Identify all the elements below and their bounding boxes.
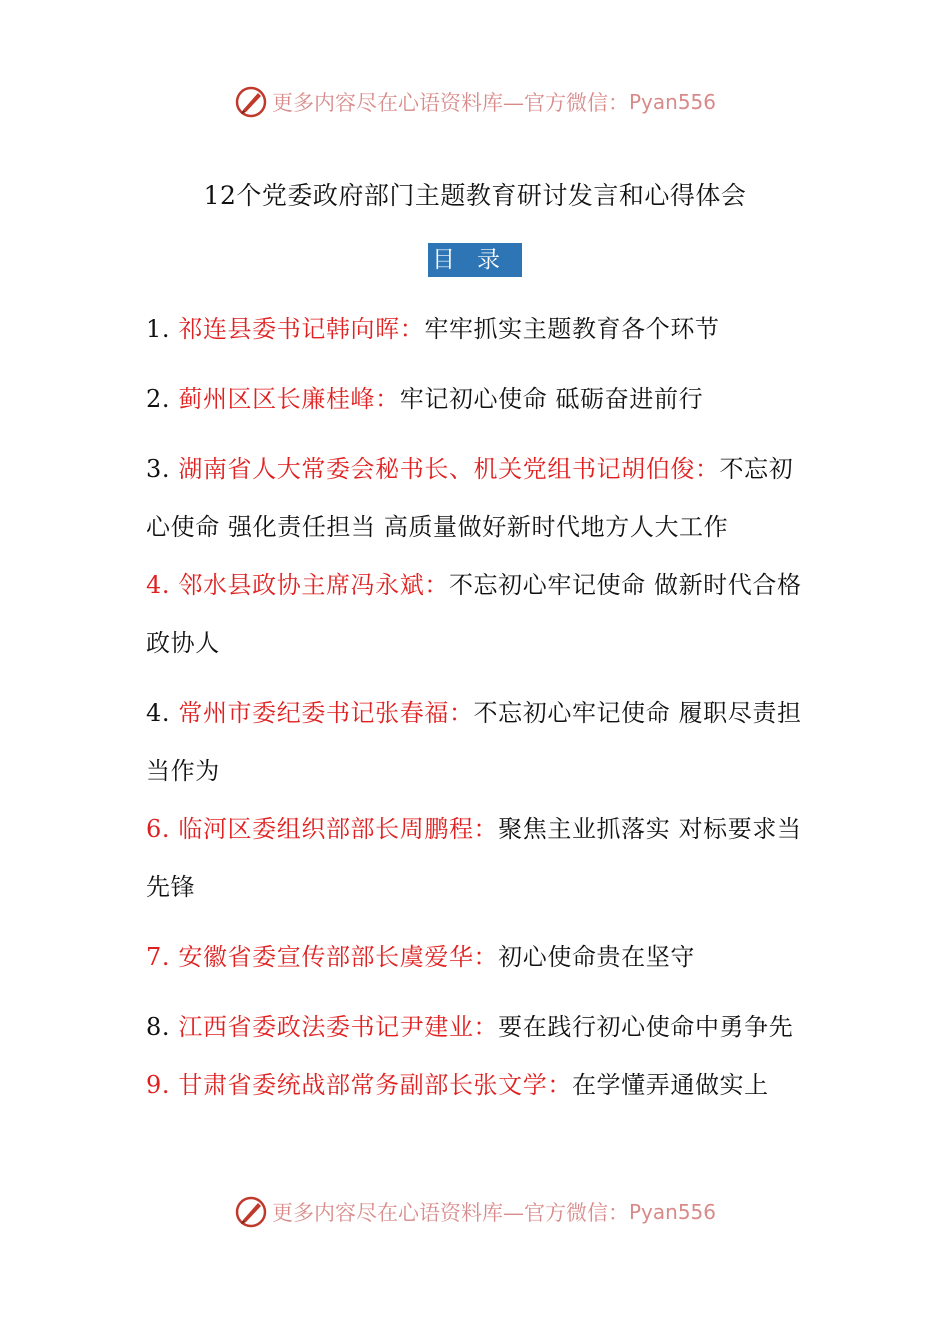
toc-entry-speaker: 蓟州区区长廉桂峰： — [178, 385, 400, 413]
toc-entry-speaker: 常州市委纪委书记张春福： — [178, 699, 474, 727]
toc-entry-speaker: 祁连县委书记韩向晖： — [178, 315, 425, 343]
toc-entry-number: 7. — [146, 943, 171, 971]
toc-entry-4a[interactable] — [146, 556, 806, 672]
toc-entry-topic: 初心使命贵在坚守 — [498, 943, 695, 971]
toc-entry-1[interactable] — [146, 300, 806, 358]
toc-entry-topic: 牢记初心使命 砥砺奋进前行 — [399, 385, 704, 413]
toc-heading-wrap — [0, 243, 950, 277]
toc-entry-3[interactable] — [146, 440, 806, 556]
toc-entry-topic: 不忘初心牢记使命 做新时代合格政协人 — [146, 571, 802, 657]
toc-entry-topic: 聚焦主业抓落实 对标要求当先锋 — [146, 815, 802, 901]
toc-entry-speaker: 邻水县政协主席冯永斌： — [178, 571, 449, 599]
toc-entry-8[interactable] — [146, 998, 806, 1056]
toc-entry-6[interactable] — [146, 800, 806, 916]
toc-heading: 目录 — [428, 243, 522, 277]
toc-entry-speaker: 临河区委组织部部长周鹏程： — [178, 815, 499, 843]
toc-entry-number: 1. — [146, 315, 171, 343]
table-of-contents — [146, 300, 806, 1114]
banner-text: 更多内容尽在心语资料库—官方微信： — [271, 91, 629, 115]
toc-entry-7[interactable] — [146, 928, 806, 986]
header-banner — [0, 82, 950, 122]
toc-entry-speaker: 甘肃省委统战部常务副部长张文学： — [178, 1071, 572, 1099]
toc-entry-speaker: 湖南省人大常委会秘书长、机关党组书记胡伯俊： — [178, 455, 720, 483]
toc-entry-topic: 不忘初心牢记使命 履职尽责担当作为 — [146, 699, 802, 785]
toc-entry-speaker: 安徽省委宣传部部长虞爱华： — [178, 943, 499, 971]
pen-logo-icon — [234, 85, 268, 119]
pen-logo-icon — [234, 1195, 268, 1229]
banner-wechat-id: Pyan556 — [628, 90, 716, 114]
toc-entry-number: 9. — [146, 1071, 171, 1099]
toc-entry-topic: 牢牢抓实主题教育各个环节 — [424, 315, 720, 343]
banner-wechat-id: Pyan556 — [628, 1200, 716, 1224]
toc-entry-number: 2. — [146, 385, 171, 413]
toc-entry-number: 4. — [146, 699, 171, 727]
toc-entry-number: 3. — [146, 455, 171, 483]
toc-entry-topic: 不忘初心使命 强化责任担当 高质量做好新时代地方人大工作 — [146, 455, 794, 541]
toc-entry-topic: 要在践行初心使命中勇争先 — [498, 1013, 794, 1041]
toc-entry-9[interactable] — [146, 1056, 806, 1114]
banner-text: 更多内容尽在心语资料库—官方微信： — [271, 1201, 629, 1225]
toc-entry-4b[interactable] — [146, 684, 806, 800]
toc-entry-topic: 在学懂弄通做实上 — [571, 1071, 769, 1099]
toc-entry-2[interactable] — [146, 370, 806, 428]
document-title: 12个党委政府部门主题教育研讨发言和心得体会 — [203, 181, 747, 210]
toc-entry-number: 4. — [146, 571, 171, 599]
toc-entry-speaker: 江西省委政法委书记尹建业： — [178, 1013, 499, 1041]
toc-entry-number: 8. — [146, 1013, 171, 1041]
toc-entry-number: 6. — [146, 815, 171, 843]
footer-banner — [0, 1192, 950, 1232]
